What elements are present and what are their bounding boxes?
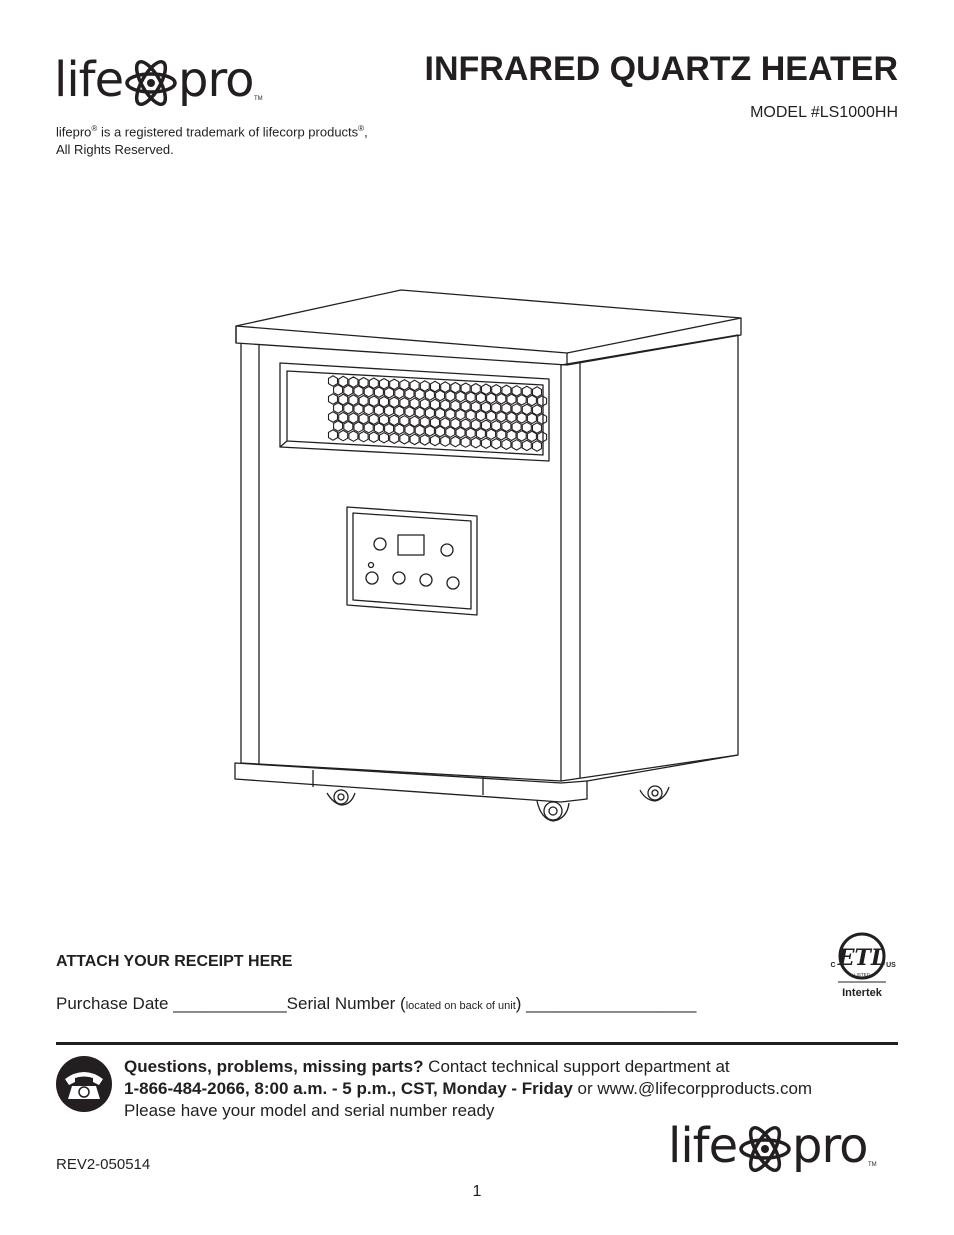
grille-cell xyxy=(471,420,480,430)
grille-cell xyxy=(456,391,465,401)
grille-cell xyxy=(369,396,378,406)
grille-cell xyxy=(349,413,358,423)
purchase-serial-line: Purchase Date ____________Serial Number (located on back of unit) __________________ xyxy=(56,994,697,1013)
grille-cell xyxy=(471,384,480,394)
grille-cell xyxy=(487,429,496,439)
grille-cell xyxy=(380,397,389,408)
grille-cell xyxy=(339,376,348,387)
grille-cell xyxy=(385,424,394,434)
page-number: 1 xyxy=(472,1183,482,1200)
grille-cell xyxy=(538,396,547,406)
grille-cell xyxy=(507,430,516,440)
grille-cell xyxy=(369,414,378,424)
grille-cell xyxy=(420,435,429,445)
grille-cell xyxy=(390,379,399,389)
logo-word-life: life xyxy=(54,52,124,108)
grille-cell xyxy=(451,382,460,392)
grille-cell xyxy=(461,437,470,447)
etl-listed-text: LISTED xyxy=(854,972,870,977)
grille-cell xyxy=(334,385,343,395)
grille-cell xyxy=(533,423,542,433)
grille-cell xyxy=(512,386,521,396)
grille-cell xyxy=(497,412,506,422)
grille-cell xyxy=(410,398,419,408)
grille-cell xyxy=(512,404,521,414)
grille-cell xyxy=(502,421,511,431)
grille-cell xyxy=(522,386,531,396)
grille-cell xyxy=(538,432,547,442)
grille-cell xyxy=(405,425,414,435)
grille-cell xyxy=(390,397,399,407)
grille-cell xyxy=(441,400,450,411)
grille-cell xyxy=(522,422,531,432)
grille-cell xyxy=(466,428,475,438)
grille-cell xyxy=(344,403,353,414)
grille-cell xyxy=(420,381,429,391)
grille-cell xyxy=(533,441,542,451)
grille-cell xyxy=(400,416,409,426)
telephone-icon xyxy=(55,1055,113,1113)
grille-cell xyxy=(482,420,491,430)
model-number: MODEL #LS1000HH xyxy=(750,104,898,121)
grille-cell xyxy=(385,388,394,399)
grille-cell xyxy=(390,415,399,425)
grille-cell xyxy=(395,388,404,398)
grille-cell xyxy=(349,377,358,387)
grille-cell xyxy=(497,430,506,440)
grille-cell xyxy=(339,430,348,440)
grille-cell xyxy=(456,427,465,437)
grille-cell xyxy=(522,440,531,450)
grille-cell xyxy=(354,404,363,414)
grille-cell xyxy=(436,390,445,400)
grille-cell xyxy=(410,416,419,426)
logo-tm: TM xyxy=(254,96,263,102)
grille-cell xyxy=(441,436,450,446)
grille-cell xyxy=(359,414,368,424)
grille-cell xyxy=(431,417,440,427)
grille-cell xyxy=(374,423,383,433)
grille-cell xyxy=(502,439,511,449)
grille-cell xyxy=(461,419,470,429)
grille-cell xyxy=(334,403,343,413)
trademark-notice: lifepro® is a registered trademark of lifecorp products®, All Rights Reserved. xyxy=(56,124,368,158)
grille-cell xyxy=(400,434,409,444)
logo-word-pro: pro xyxy=(178,52,254,108)
grille-cell xyxy=(451,418,460,428)
grille-cell xyxy=(476,429,485,439)
purchase-date-label: Purchase Date xyxy=(56,994,169,1013)
grille-cell xyxy=(517,395,526,405)
grille-cell xyxy=(487,393,496,404)
grille-cell xyxy=(522,404,531,414)
grille-cell xyxy=(502,403,511,413)
grille-cell xyxy=(349,395,358,405)
grille-cell xyxy=(359,378,368,388)
grille-cell xyxy=(527,413,536,423)
grille-cell xyxy=(446,427,455,437)
grille-cell xyxy=(425,426,434,436)
grille-cell xyxy=(410,434,419,444)
brand-logo-top xyxy=(54,52,264,114)
grille-cell xyxy=(441,382,450,393)
grille-cell xyxy=(512,422,521,432)
atom-icon xyxy=(124,56,178,110)
grille-cell xyxy=(482,384,491,395)
grille-cell xyxy=(405,407,414,417)
grille-cell xyxy=(466,392,475,402)
grille-cell xyxy=(395,406,404,416)
serial-label: Serial Number ( xyxy=(286,994,406,1013)
grille-cell xyxy=(533,387,542,397)
grille-cell xyxy=(431,399,440,409)
grille-cell xyxy=(425,390,434,400)
grille-cell xyxy=(492,385,501,395)
grille-cell xyxy=(369,432,378,442)
grille-cell xyxy=(329,376,338,386)
grille-cell xyxy=(400,380,409,390)
grille-cell xyxy=(527,395,536,405)
grille-cell xyxy=(329,394,338,404)
grille-cell xyxy=(364,405,373,415)
support-question: Questions, problems, missing parts? xyxy=(124,1057,424,1076)
etl-listed-mark xyxy=(826,927,898,999)
atom-icon xyxy=(738,1122,792,1176)
section-divider xyxy=(56,1042,898,1045)
grille-cell xyxy=(354,386,363,396)
grille-cell xyxy=(436,426,445,436)
grille-cell xyxy=(471,438,480,448)
grille-cell xyxy=(349,431,358,441)
grille-cell xyxy=(451,436,460,446)
grille-cell xyxy=(420,417,429,427)
revision-code: REV2-050514 xyxy=(56,1156,151,1173)
etl-mark-text: ETL xyxy=(837,945,887,971)
grille-cell xyxy=(395,424,404,434)
grille-cell xyxy=(339,394,348,405)
grille-cell xyxy=(344,421,353,431)
grille-cell xyxy=(502,385,511,395)
grille-cell xyxy=(476,393,485,403)
grille-cell xyxy=(380,415,389,425)
serial-blank: __________________ xyxy=(521,994,697,1013)
grille-cell xyxy=(507,412,516,422)
grille-cell xyxy=(431,381,440,391)
page-title: INFRARED QUARTZ HEATER xyxy=(424,50,898,88)
support-phone: 1-866-484-2066, 8:00 a.m. - 5 p.m., CST, Monday - Friday xyxy=(124,1079,573,1098)
grille-cell xyxy=(400,398,409,408)
grille-cell xyxy=(436,408,445,418)
grille-cell xyxy=(492,421,501,431)
purchase-date-blank: ____________ xyxy=(173,994,287,1013)
grille-cell xyxy=(405,389,414,399)
grille-cell xyxy=(461,401,470,411)
grille-cell xyxy=(359,396,368,406)
grille-cell xyxy=(415,389,424,399)
support-info: Questions, problems, missing parts? Contact technical support department at 1-866-484-2066, 8:00 a.m. - 5 p.m., CST, Monday - Friday or www.@lifecorpproducts.com Please have your model and serial number ready xyxy=(124,1057,813,1120)
grille-cell xyxy=(446,409,455,419)
grille-cell xyxy=(492,403,501,413)
grille-cell xyxy=(538,414,547,424)
grille-cell xyxy=(374,387,383,397)
grille-cell xyxy=(420,399,429,409)
etl-us-text: US xyxy=(886,962,896,969)
support-website: or www.@lifecorpproducts.com xyxy=(572,1079,813,1098)
grille-cell xyxy=(451,400,460,410)
grille-cell xyxy=(466,410,475,420)
grille-cell xyxy=(329,412,338,422)
grille-cell xyxy=(482,402,491,413)
grille-cell xyxy=(359,432,368,442)
grille-cell xyxy=(476,411,485,421)
grille-cell xyxy=(415,425,424,435)
grille-cell xyxy=(517,413,526,423)
grille-cell xyxy=(456,409,465,419)
grille-cell xyxy=(364,423,373,433)
logo-word-pro: pro xyxy=(792,1118,868,1174)
grille-cell xyxy=(487,411,496,421)
grille-cell xyxy=(339,412,348,422)
grille-cell xyxy=(507,394,516,404)
grille-cell xyxy=(364,387,373,397)
grille-cell xyxy=(492,439,501,449)
grille-cell xyxy=(390,433,399,443)
grille-cell xyxy=(512,440,521,450)
grille-cell xyxy=(415,407,424,417)
etl-c-text: C xyxy=(830,962,836,969)
brand-logo-bottom xyxy=(668,1118,878,1180)
grille-cell xyxy=(482,438,491,448)
grille-cell xyxy=(533,405,542,415)
grille-cell xyxy=(425,408,434,418)
grille-cell xyxy=(380,379,389,390)
grille-cell xyxy=(517,431,526,441)
grille-cell xyxy=(497,394,506,404)
grille-cell xyxy=(334,421,343,431)
grille-cell xyxy=(369,378,378,388)
grille-cell xyxy=(527,431,536,441)
intertek-text: Intertek xyxy=(842,987,882,999)
grille-cell xyxy=(385,406,394,416)
grille-cell xyxy=(446,391,455,402)
grille-cell xyxy=(461,383,470,393)
grille-cell xyxy=(374,405,383,415)
grille-cell xyxy=(441,418,450,428)
heater-illustration xyxy=(225,285,745,830)
grille-cell xyxy=(431,435,440,445)
grille-cell xyxy=(354,422,363,432)
logo-word-life: life xyxy=(668,1118,738,1174)
grille-cell xyxy=(344,385,353,396)
grille-cell xyxy=(471,402,480,412)
grille-cell xyxy=(380,433,389,443)
serial-note: located on back of unit xyxy=(405,1000,516,1012)
grille-cell xyxy=(410,380,419,390)
receipt-heading: ATTACH YOUR RECEIPT HERE xyxy=(56,953,293,970)
grille-cell xyxy=(329,430,338,440)
logo-tm: TM xyxy=(868,1162,877,1168)
